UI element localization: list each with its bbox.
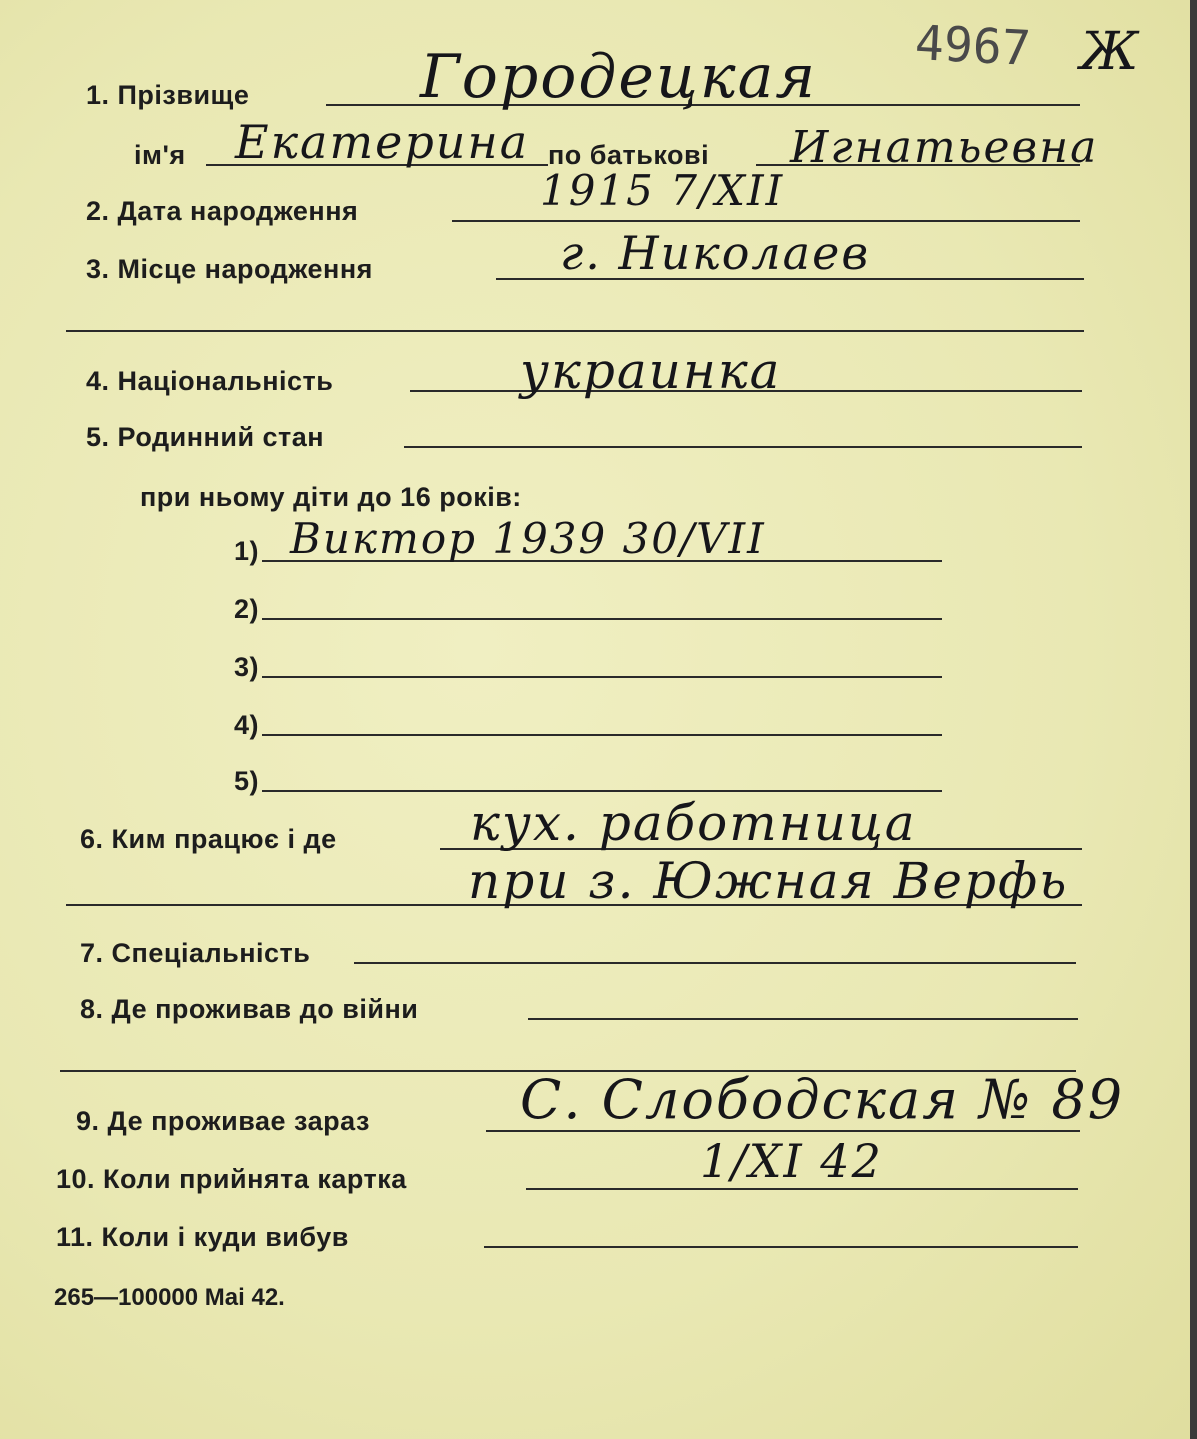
current-residence-value[interactable]: С. Слободская № 89: [520, 1068, 1125, 1131]
child-4-label: 4): [234, 710, 260, 740]
print-code: 265—100000 Mai 42.: [54, 1284, 285, 1311]
specialty-label: 7. Спеціальність: [80, 938, 311, 968]
archive-letter: Ж: [1080, 22, 1141, 82]
prewar-residence-line: [528, 1018, 1078, 1020]
birth-date-label: 2. Дата народження: [86, 196, 359, 226]
card-accepted-value[interactable]: 1/XI 42: [700, 1134, 883, 1188]
birth-place-extra-line: [66, 330, 1084, 332]
surname-value[interactable]: Городецкая: [420, 42, 818, 112]
surname-label: 1. Прізвище: [86, 80, 250, 110]
nationality-value[interactable]: украинка: [520, 342, 782, 400]
prewar-residence-label: 8. Де проживав до війни: [80, 994, 419, 1024]
first-name-value[interactable]: Екатерина: [235, 115, 530, 169]
specialty-line: [354, 962, 1076, 964]
child-3-label: 3): [234, 652, 260, 682]
departed-line: [484, 1246, 1078, 1248]
occupation-value-line2[interactable]: при з. Южная Верфь: [468, 852, 1069, 910]
card-accepted-line: [526, 1188, 1078, 1190]
child-2-label: 2): [234, 594, 260, 624]
child-2-line: [262, 618, 942, 620]
child-1-value[interactable]: Виктор 1939 30/VII: [290, 514, 766, 563]
birth-date-line: [452, 220, 1080, 222]
marital-status-line: [404, 446, 1082, 448]
patronymic-value[interactable]: Игнатьевна: [790, 122, 1099, 173]
birth-place-value[interactable]: г. Николаев: [560, 226, 871, 280]
occupation-label: 6. Ким працює і де: [80, 824, 337, 854]
card-accepted-label: 10. Коли прийнята картка: [56, 1164, 407, 1194]
child-3-line: [262, 676, 942, 678]
birth-date-value[interactable]: 1915 7/XII: [540, 166, 785, 215]
child-5-line: [262, 790, 942, 792]
child-4-line: [262, 734, 942, 736]
patronymic-label: по батькові: [548, 140, 710, 170]
child-5-label: 5): [234, 766, 260, 796]
occupation-value-line1[interactable]: кух. работница: [470, 794, 917, 852]
children-header: при ньому діти до 16 років:: [140, 482, 522, 512]
first-name-label: ім'я: [134, 140, 186, 170]
current-residence-label: 9. Де проживае зараз: [76, 1106, 370, 1136]
child-1-label: 1): [234, 536, 260, 566]
birth-place-label: 3. Місце народження: [86, 254, 373, 284]
departed-label: 11. Коли і куди вибув: [56, 1222, 349, 1252]
marital-status-label: 5. Родинний стан: [86, 422, 325, 452]
archive-number: 4967: [913, 15, 1032, 77]
nationality-label: 4. Національність: [86, 366, 334, 396]
